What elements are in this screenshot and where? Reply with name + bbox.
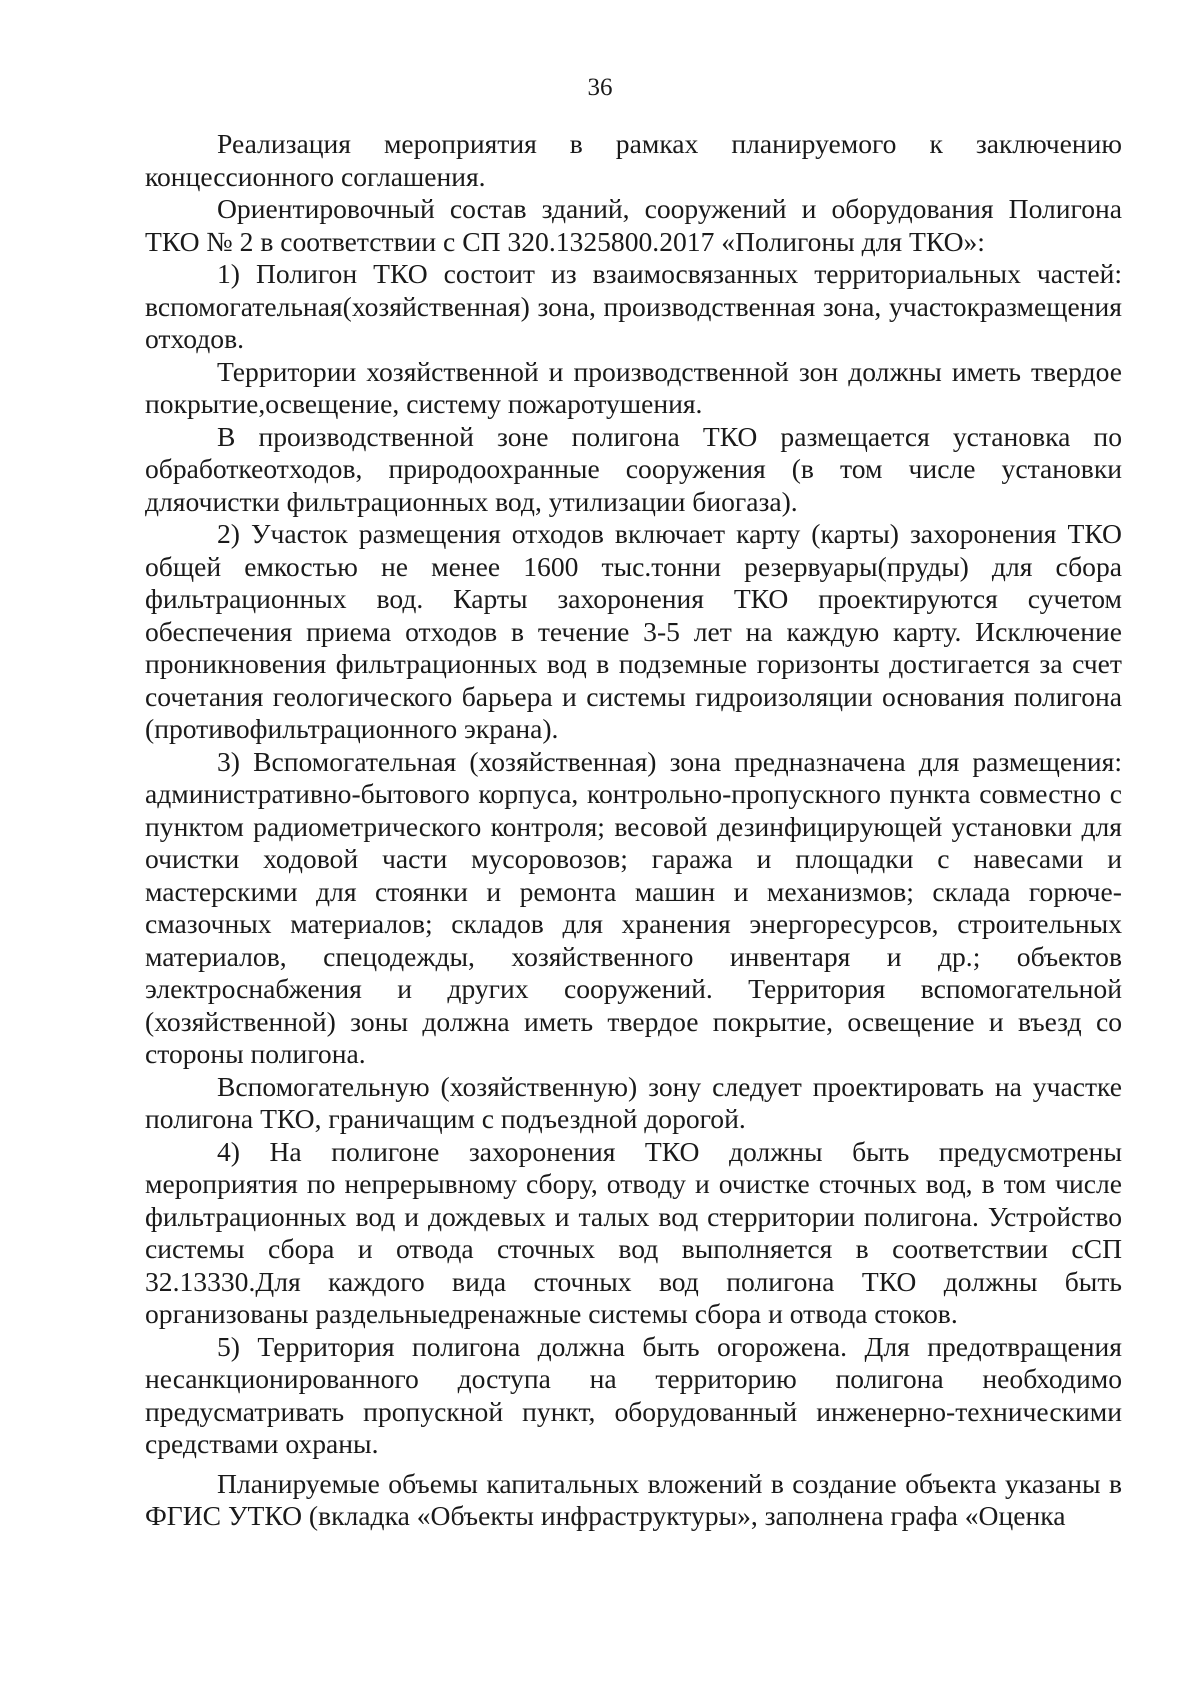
paragraph-composition-intro: Ориентировочный состав зданий, сооружений и оборудования Полигона ТКО № 2 в соответствии с СП 320.1325800.2017 «Полигоны для ТКО»: [145,193,1122,257]
document-body [145,128,1122,1533]
paragraph-auxiliary-zone-location: Вспомогательную (хозяйственную) зону следует проектировать на участке полигона ТКО, граничащим с подъездной дорогой. [145,1070,1122,1134]
paragraph-item-3-auxiliary-zone: 3) Вспомогательная (хозяйственная) зона предназначена для размещения: административно-бытового корпуса, контрольно-пропускного пункта совместно с пунктом радиометрического контроля; весовой дезинфицирующей установки для очистки ходовой части мусоровозов; гаража и площадки с навесами и мастерскими для стоянки и ремонта машин и механизмов; склада горюче-смазочных материалов; складов для хранения энергоресурсов, строительных материалов, спецодежды, хозяйственного инвентаря и др.; объектов электроснабжения и других сооружений. Территория вспомогательной (хозяйственной) зоны должна иметь твердое покрытие, освещение и въезд со стороны полигона. [145,745,1122,1069]
paragraph-item-4-wastewater: 4) На полигоне захоронения ТКО должны быть предусмотрены мероприятия по непрерывному сбору, отводу и очистке сточных вод, в том числе фильтрационных вод и дождевых и талых вод стерритории полигона. Устройство системы сбора и отвода сточных вод выполняется в соответствии сСП 32.13330.Для каждого вида сточных вод полигона ТКО должны быть организованы раздельныедренажные системы сбора и отвода стоков. [145,1135,1122,1329]
paragraph-item-2-disposal-site: 2) Участок размещения отходов включает карту (карты) захоронения ТКО общей емкостью не менее 1600 тыс.тонни резервуары(пруды) для сбора фильтрационных вод. Карты захоронения ТКО проектируются сучетом обеспечения приема отходов в течение 3-5 лет на каждую карту. Исключение проникновения фильтрационных вод в подземные горизонты достигается за счет сочетания геологического барьера и системы гидроизоляции основания полигона (противофильтрационного экрана). [145,518,1122,744]
paragraph-production-zone: В производственной зоне полигона ТКО размещается установка по обработкеотходов, природоохранные сооружения (в том числе установки дляочистки фильтрационных вод, утилизации биогаза). [145,420,1122,517]
paragraph-item-1-zones: 1) Полигон ТКО состоит из взаимосвязанных территориальных частей: вспомогательная(хозяйственная) зона, производственная зона, участокразмещения отходов. [145,258,1122,354]
paragraph-concession: Реализация мероприятия в рамках планируемого к заключению концессионного соглашения. [145,128,1122,192]
paragraph-zone-surfaces: Территории хозяйственной и производственной зон должны иметь твердое покрытие,освещение, систему пожаротушения. [145,355,1122,419]
page-number: 36 [587,74,613,101]
paragraph-capital-investment: Планируемые объемы капитальных вложений в создание объекта указаны в ФГИС УТКО (вкладка «Объекты инфраструктуры», заполнена графа «Оценка [145,1467,1122,1531]
paragraph-item-5-fencing: 5) Территория полигона должна быть огорожена. Для предотвращения несанкционированного доступа на территорию полигона необходимо предусматривать пропускной пункт, оборудованный инженерно-техническими средствами охраны. [145,1330,1122,1459]
